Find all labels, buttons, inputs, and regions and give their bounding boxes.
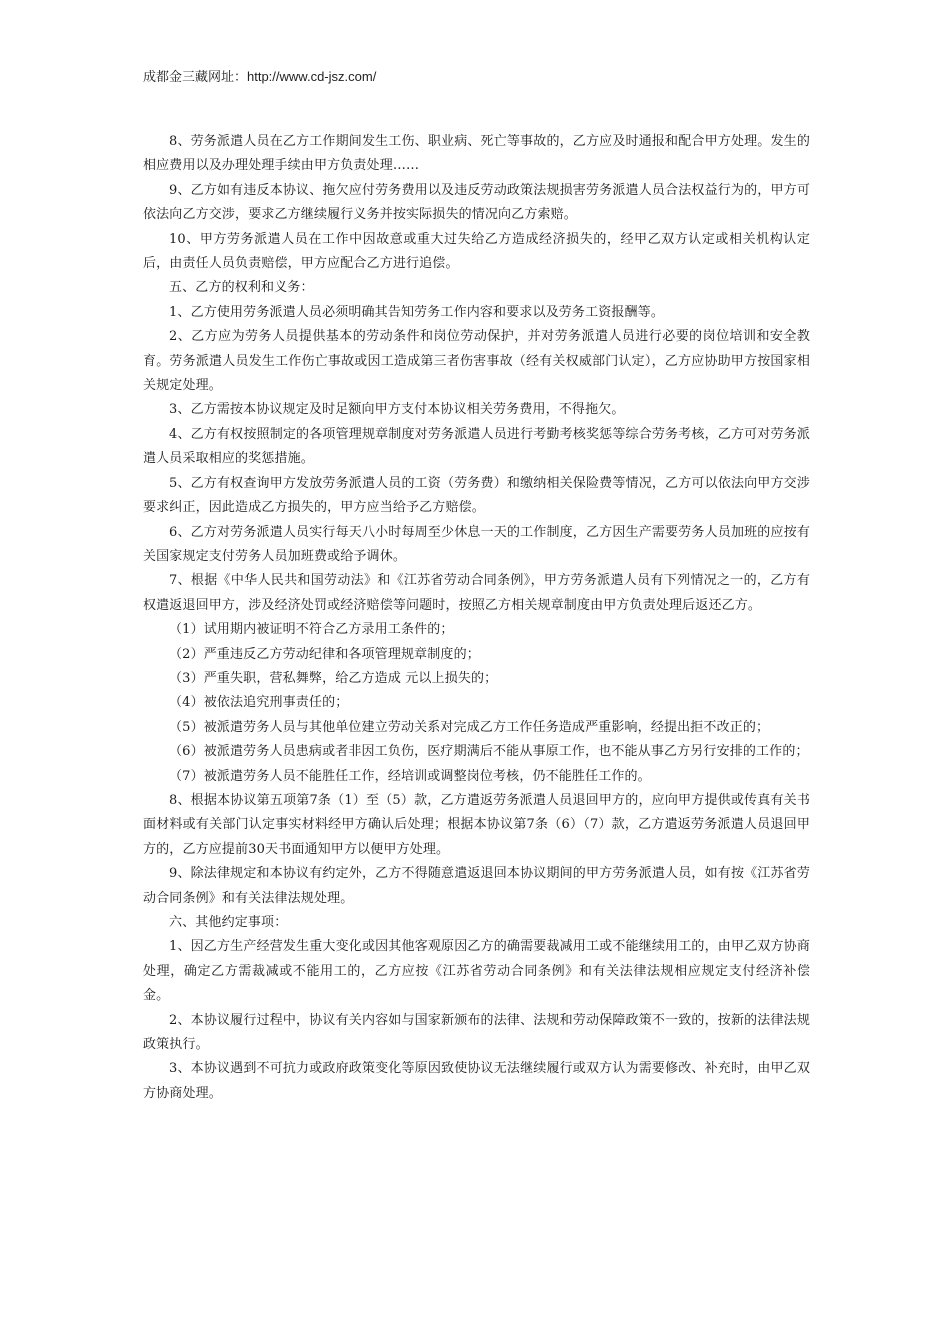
clause-paragraph: 10、甲方劳务派遣人员在工作中因故意或重大过失给乙方造成经济损失的，经甲乙双方认定或相关机构认定后，由责任人员负责赔偿，甲方应配合乙方进行追偿。 — [143, 231, 810, 272]
clause-paragraph: 2、乙方应为劳务人员提供基本的劳动条件和岗位劳动保护，并对劳务派遣人员进行必要的岗位培训和安全教育。劳务派遣人员发生工作伤亡事故或因工造成第三者伤害事故（经有关权威部门认定），乙方应协助甲方按国家相关规定处理。 — [143, 329, 810, 394]
clause-paragraph: 2、本协议履行过程中，协议有关内容如与国家新颁布的法律、法规和劳动保障政策不一致的，按新的法律法规政策执行。 — [143, 1012, 810, 1053]
clause-paragraph: 7、根据《中华人民共和国劳动法》和《江苏省劳动合同条例》，甲方劳务派遣人员有下列情况之一的，乙方有权遣返退回甲方，涉及经济处罚或经济赔偿等问题时，按照乙方相关规章制度由甲方负责处理后返还乙方。 — [143, 573, 810, 613]
clause-paragraph: 1、因乙方生产经营发生重大变化或因其他客观原因乙方的确需要裁减用工或不能继续用工的，由甲乙双方协商处理，确定乙方需裁减或不能用工的，乙方应按《江苏省劳动合同条例》和有关法律法规相应规定支付经济补偿金。 — [143, 939, 810, 1004]
section-heading: 五、乙方的权利和义务： — [169, 280, 314, 296]
clause-paragraph: 6、乙方对劳务派遣人员实行每天八小时每周至少休息一天的工作制度，乙方因生产需要劳务人员加班的应按有关国家规定支付劳务人员加班费或给予调休。 — [143, 524, 810, 564]
clause-paragraph: 5、乙方有权查询甲方发放劳务派遣人员的工资（劳务费）和缴纳相关保险费等情况，乙方可以依法向甲方交涉要求纠正，因此造成乙方损失的，甲方应当给予乙方赔偿。 — [143, 475, 810, 516]
sub-clause-item: （4）被依法追究刑事责任的； — [169, 695, 349, 711]
agreement-body — [143, 130, 810, 1106]
sub-clause-item: （7）被派遣劳务人员不能胜任工作，经培训或调整岗位考核，仍不能胜任工作的。 — [169, 768, 651, 784]
sub-clause-item: （2）严重违反乙方劳动纪律和各项管理规章制度的； — [169, 646, 480, 662]
clause-paragraph: 9、乙方如有违反本协议、拖欠应付劳务费用以及违反劳动政策法规损害劳务派遣人员合法权益行为的，甲方可依法向乙方交涉，要求乙方继续履行义务并按实际损失的情况向乙方索赔。 — [143, 182, 810, 223]
clause-paragraph: 3、本协议遇到不可抗力或政府政策变化等原因致使协议无法继续履行或双方认为需要修改、补充时，由甲乙双方协商处理。 — [143, 1061, 810, 1101]
clause-paragraph: 8、劳务派遣人员在乙方工作期间发生工伤、职业病、死亡等事故的，乙方应及时通报和配合甲方处理。发生的相应费用以及办理处理手续由甲方负责处理…… — [143, 134, 810, 174]
section-heading: 六、其他约定事项： — [169, 915, 288, 930]
clause-paragraph: 8、根据本协议第五项第7条（1）至（5）款，乙方遣返劳务派遣人员退回甲方的，应向甲方提供或传真有关书面材料或有关部门认定事实材料经甲方确认后处理；根据本协议第7条（6）（7）款，乙方遣返劳务派遣人员退回甲方的，乙方应提前30天书面通知甲方以便甲方处理。 — [143, 792, 810, 857]
clause-paragraph: 3、乙方需按本协议规定及时足额向甲方支付本协议相关劳务费用，不得拖欠。 — [169, 402, 625, 418]
site-header: 成都金三藏网址：http://www.cd-jsz.com/ — [143, 69, 377, 84]
clause-paragraph: 4、乙方有权按照制定的各项管理规章制度对劳务派遣人员进行考勤考核奖惩等综合劳务考核，乙方可对劳务派遣人员采取相应的奖惩措施。 — [143, 426, 810, 467]
sub-clause-item: （6）被派遣劳务人员患病或者非因工负伤，医疗期满后不能从事原工作，也不能从事乙方另行安排的工作的； — [169, 744, 809, 760]
sub-clause-item: （3）严重失职，营私舞弊，给乙方造成 元以上损失的； — [169, 670, 498, 686]
clause-paragraph: 1、乙方使用劳务派遣人员必须明确其告知劳务工作内容和要求以及劳务工资报酬等。 — [169, 304, 664, 320]
sub-clause-item: （5）被派遣劳务人员与其他单位建立劳动关系对完成乙方工作任务造成严重影响，经提出拒不改正的； — [169, 719, 770, 735]
clause-paragraph: 9、除法律规定和本协议有约定外，乙方不得随意遣返退回本协议期间的甲方劳务派遣人员，如有按《江苏省劳动合同条例》和有关法律法规处理。 — [143, 866, 810, 906]
sub-clause-item: （1）试用期内被证明不符合乙方录用工条件的； — [169, 622, 454, 638]
